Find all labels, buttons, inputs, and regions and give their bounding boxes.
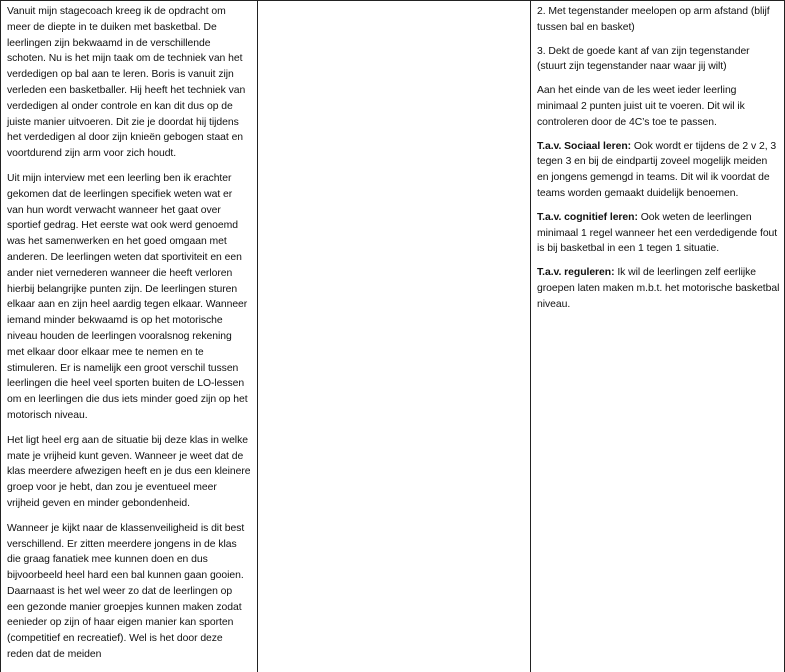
section-regulating (537, 265, 780, 312)
left-paragraph-3: Het ligt heel erg aan de situatie bij deze klas in welke mate je vrijheid kunt geven. Wanneer je weet dat de klas meerdere afwezigen heeft en je dus een kleinere groep voor je hebt, dan zou je eventueel meer vrijheid geven en minder gebondenheid. (7, 434, 251, 509)
right-column-cell (531, 1, 785, 672)
criterion-item-3: 3. Dekt de goede kant af van zijn tegenstander (stuurt zijn tegenstander naar waar jij wilt) (537, 45, 750, 73)
criterion-item-2: 2. Met tegenstander meelopen op arm afstand (blijf tussen bal en basket) (537, 6, 770, 33)
section-heading: T.a.v. Sociaal leren: (537, 140, 632, 152)
section-social-learning (537, 139, 780, 202)
middle-column-cell (258, 1, 531, 672)
left-column-cell (1, 1, 258, 672)
left-paragraph-4: Wanneer je kijkt naar de klassenveiligheid is dit best verschillend. Er zitten meerdere jongens in de klas die graag fanatiek mee kunnen doen en dus bijvoorbeeld heel hard een bal kunnen gaan gooien. Daarnaast is het wel weer zo dat de leerlingen op een gezonde manier groepjes kunnen maken zodat eenieder op zijn of haar eigen manier kan sporten (competitief en recreatief). Wel is het door deze reden dat de meiden (7, 522, 245, 661)
left-paragraph-1: Vanuit mijn stagecoach kreeg ik de opdracht om meer de diepte in te duiken met basketbal. De leerlingen zijn bekwaamd in de verschillende schoten. Nu is het mijn taak om de techniek van het verdedigen op bal aan te leren. Boris is vanuit zijn verleden een basketballer. Hij heeft het techniek van verdedigen al onder controle en kan dit dus op de juiste manier uitvoeren. Dit zie je doordat hij tijdens het verdedigen al door zijn knieën gebogen staat en voortdurend zijn arm voor zich houdt. (7, 6, 246, 160)
section-heading: T.a.v. cognitief leren: (537, 211, 638, 223)
section-text: Ook weten de leerlingen minimaal 1 regel wanneer het een verdedigende fout is bij basketbal in een 1 tegen 1 situatie. (537, 211, 778, 255)
section-text: Ik wil de leerlingen zelf eerlijke groepen laten maken m.b.t. het motorische basketbal niveau. (537, 267, 780, 310)
section-cognitive-learning (537, 210, 780, 257)
section-text: Ook wordt er tijdens de 2 v 2, 3 tegen 3 en bij de eindpartij zoveel mogelijk meiden en jongens gemengd in teams. Dit wil ik voordat de teams worden gemaakt duidelijk benoemen. (537, 140, 777, 199)
section-heading: T.a.v. reguleren: (537, 267, 615, 279)
left-paragraph-2: Uit mijn interview met een leerling ben ik erachter gekomen dat de leerlingen specifiek weten wat er van hun wordt verwacht wanneer het gaat over sportief gedrag. Het eerste wat ook werd genoemd was het samenwerken en het goed omgaan met anderen. De leerlingen weten dat sportiviteit en een ander niet vernederen wanneer die heeft verloren hierbij belangrijke punten zijn. De leerlingen sturen elkaar aan en zijn heel aardig tegen elkaar. Wanneer iemand minder bekwaamd is op het motorische niveau houden de leerlingen vooralsnog rekening met elkaar door elkaar mee te nemen en te stimuleren. Er is namelijk een groot verschil tussen leerlingen die heel veel sporten buiten de LO-lessen om en leerlingen die dus iets minder goed zijn op het motorisch niveau. (7, 172, 248, 421)
table-row (1, 1, 785, 672)
evaluation-text: Aan het einde van de les weet ieder leerling minimaal 2 punten juist uit te voeren. Dit wil ik controleren door de 4C’s toe te passen. (537, 85, 745, 128)
